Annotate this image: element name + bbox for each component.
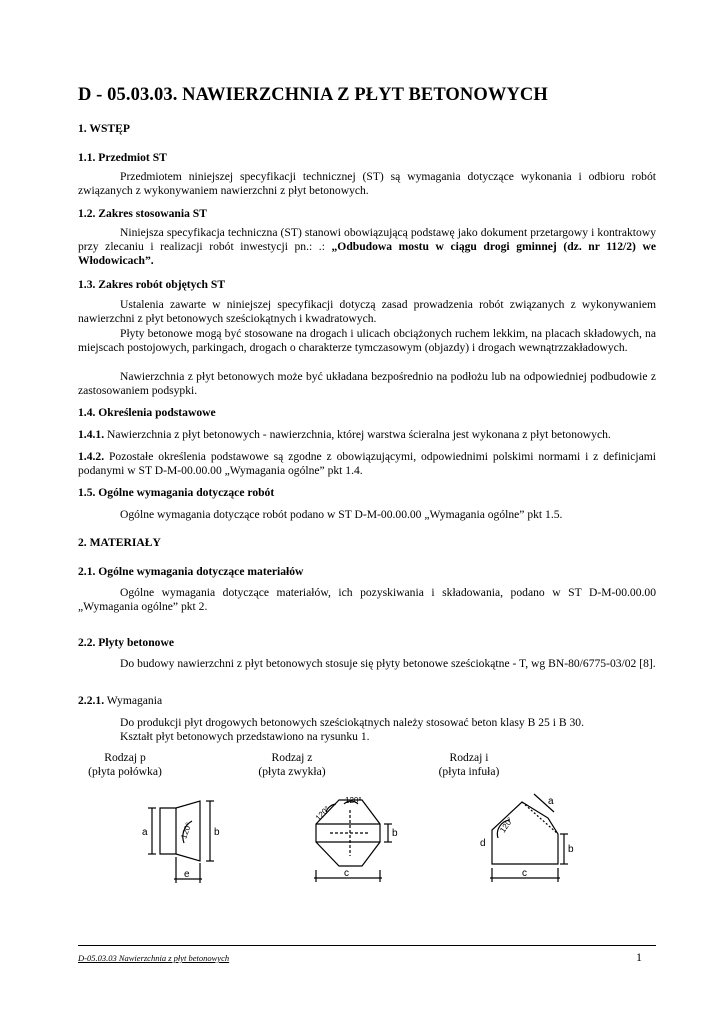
paragraph-1-1: Przedmiotem niniejszej specyfikacji technicznej (ST) są wymagania dotyczące wykonania i odbioru robót związanych z wykonywaniem nawierzchni z płyt betonowych. xyxy=(78,170,656,197)
caption-type-z xyxy=(237,751,347,779)
footer-document-name: D-05.03.03 Nawierzchnia z płyt betonowych xyxy=(78,953,230,963)
label-b-z: b xyxy=(392,828,398,839)
label-e: e xyxy=(184,869,190,880)
caption-type-p-title: Rodzaj p xyxy=(104,751,146,764)
label-angle-z1: 120° xyxy=(313,804,332,823)
heading-1-2: 1.2. Zakres stosowania ST xyxy=(78,207,207,220)
heading-2: 2. MATERIAŁY xyxy=(78,536,161,549)
definition-1-4-1-text: Nawierzchnia z płyt betonowych - nawierzchnia, której warstwa ścieralna jest wykonana z płyt betonowych. xyxy=(104,428,611,441)
document-title: D - 05.03.03. NAWIERZCHNIA Z PŁYT BETONOWYCH xyxy=(78,85,548,105)
paragraph-2-2-1-a: Do produkcji płyt drogowych betonowych sześciokątnych należy stosować beton klasy B 25 i B 30. xyxy=(120,716,584,729)
paragraph-1-2-text: Niniejsza specyfikacja techniczna (ST) stanowi obowiązującą podstawę jako dokument przetargowy i kontraktowy przy zlecaniu i realizacji robót inwestycji pn.: .: xyxy=(78,226,656,253)
slab-half-outline xyxy=(160,801,200,861)
definition-1-4-2-number: 1.4.2. xyxy=(78,450,105,463)
label-a-i: a xyxy=(548,796,554,807)
paragraph-1-3-b: Płyty betonowe mogą być stosowane na drogach i ulicach obciążonych ruchem lekkim, na placach składowych, na miejscach postojowych, parkingach, drogach o charakterze tymczasowym (objazdy) i drogach wewnątrzzakładowych. xyxy=(78,327,656,354)
project-name: „Odbudowa mostu w ciągu drogi gminnej (dz. nr 112/2) we Włodowicach”. xyxy=(78,240,656,267)
label-d: d xyxy=(480,838,486,849)
label-b-i: b xyxy=(568,844,574,855)
definition-1-4-1 xyxy=(78,428,656,442)
heading-1: 1. WSTĘP xyxy=(78,122,130,135)
heading-1-3: 1.3. Zakres robót objętych ST xyxy=(78,278,226,291)
paragraph-1-5: Ogólne wymagania dotyczące robót podano w ST D-M-00.00.00 „Wymagania ogólne” pkt 1.5. xyxy=(120,508,563,521)
definition-1-4-2-text: Pozostałe określenia podstawowe są zgodne z obowiązującymi, odpowiednimi polskimi normami i z definicjami podanymi w ST D-M-00.00.00 „Wymagania ogólne” pkt 1.4. xyxy=(78,450,656,477)
paragraph-2-2: Do budowy nawierzchni z płyt betonowych stosuje się płyty betonowe sześciokątne - T, wg BN-80/6775-03/02 [8]. xyxy=(120,657,656,670)
heading-2-2-1-number: 2.2.1. xyxy=(78,694,105,707)
label-b: b xyxy=(214,827,220,838)
caption-type-i-subtitle: (płyta infuła) xyxy=(438,765,500,778)
definition-1-4-1-number: 1.4.1. xyxy=(78,428,105,441)
footer-rule xyxy=(78,945,656,946)
heading-2-2: 2.2. Płyty betonowe xyxy=(78,636,174,649)
page-number: 1 xyxy=(636,950,642,964)
label-c: c xyxy=(344,868,349,879)
label-angle-i: 120° xyxy=(498,815,515,835)
label-angle-p: 120° xyxy=(179,821,194,841)
label-c-i: c xyxy=(522,868,527,879)
paragraph-2-2-1-b: Kształt płyt betonowych przedstawiono na rysunku 1. xyxy=(120,730,370,743)
paragraph-1-2 xyxy=(78,226,656,268)
paragraph-2-1: Ogólne wymagania dotyczące materiałów, ich pozyskiwania i składowania, podano w ST D-M-00.00.00 „Wymagania ogólne” pkt 2. xyxy=(78,586,656,613)
caption-type-i xyxy=(414,751,524,779)
heading-1-5: 1.5. Ogólne wymagania dotyczące robót xyxy=(78,486,275,499)
heading-1-4: 1.4. Określenia podstawowe xyxy=(78,406,216,419)
heading-2-1: 2.1. Ogólne wymagania dotyczące materiałów xyxy=(78,565,304,578)
caption-type-i-title: Rodzaj i xyxy=(449,751,489,764)
drawing-type-p xyxy=(140,795,230,890)
paragraph-1-3-c: Nawierzchnia z płyt betonowych może być układana bezpośrednio na podłożu lub na odpowiedniej podbudowie z zastosowaniem podsypki. xyxy=(78,370,656,397)
caption-type-p-subtitle: (płyta połówka) xyxy=(88,765,162,778)
heading-1-1: 1.1. Przedmiot ST xyxy=(78,151,167,164)
heading-2-2-1-label: Wymagania xyxy=(104,694,163,707)
drawing-type-z xyxy=(296,790,411,890)
drawing-type-i xyxy=(478,790,588,890)
definition-1-4-2 xyxy=(78,450,656,478)
heading-2-2-1 xyxy=(78,694,162,708)
paragraph-1-3-a: Ustalenia zawarte w niniejszej specyfikacji dotyczą zasad prowadzenia robót związanych z wykonywaniem nawierzchni z płyt betonowych sześciokątnych i kwadratowych. xyxy=(78,298,656,325)
label-angle-z2: 120° xyxy=(345,796,362,805)
caption-type-p xyxy=(70,751,180,779)
caption-type-z-subtitle: (płyta zwykła) xyxy=(258,765,326,778)
label-a: a xyxy=(142,827,148,838)
caption-type-z-title: Rodzaj z xyxy=(271,751,313,764)
